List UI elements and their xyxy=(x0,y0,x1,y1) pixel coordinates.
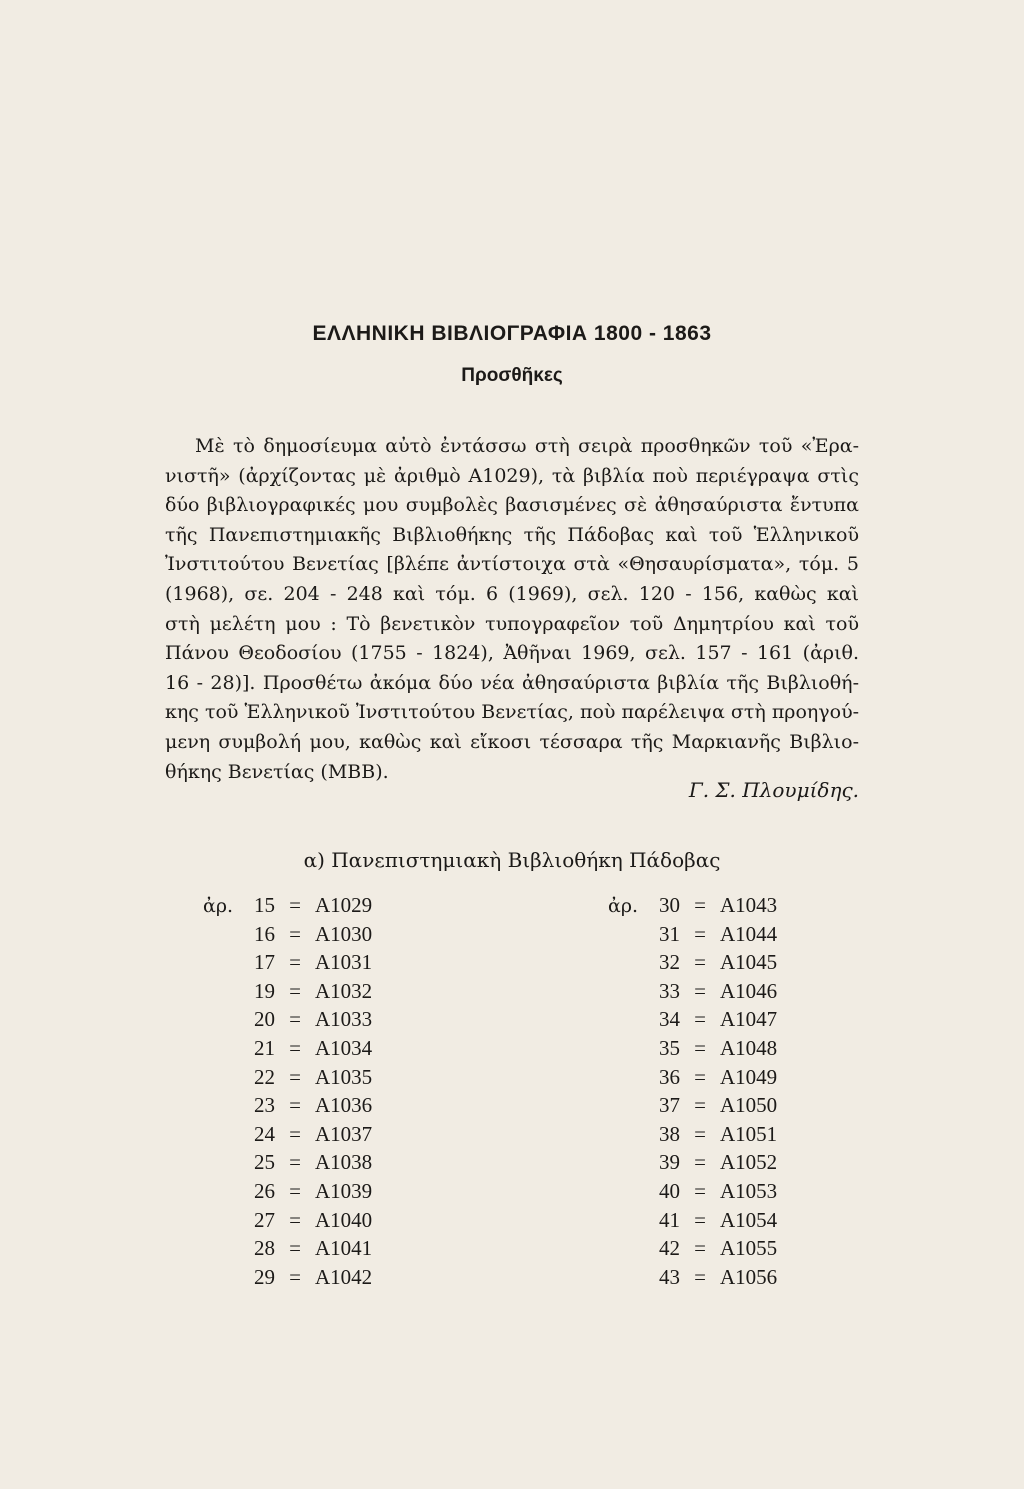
entry-number: 42 xyxy=(659,1236,680,1261)
section-heading: α) Πανεπιστημιακὴ Βιβλιοθήκη Πάδοβας xyxy=(303,848,721,872)
equals-sign: = xyxy=(289,1035,301,1060)
equals-sign: = xyxy=(289,921,301,946)
entry-code: Α1035 xyxy=(315,1064,373,1089)
entry-number: 36 xyxy=(659,1064,680,1089)
entry-code: Α1046 xyxy=(720,978,778,1003)
entry-code: Α1031 xyxy=(315,950,373,975)
equals-sign: = xyxy=(694,1264,706,1289)
intro-paragraph xyxy=(165,432,859,787)
entry-code: Α1042 xyxy=(315,1264,373,1289)
paragraph-line: Πάνου Θεοδοσίου (1755 - 1824), Ἀθῆναι 1969, σελ. 157 - 161 (ἀριθ. xyxy=(165,642,859,665)
entry-code: Α1051 xyxy=(720,1121,778,1146)
entry-number: 20 xyxy=(254,1007,275,1032)
entry-code: Α1039 xyxy=(315,1178,373,1203)
equals-sign: = xyxy=(289,1064,301,1089)
table-row xyxy=(608,1036,777,1065)
entry-number: 24 xyxy=(254,1121,275,1146)
table-row xyxy=(608,1093,777,1122)
table-row xyxy=(608,893,777,922)
entry-number: 15 xyxy=(254,893,275,917)
table-row xyxy=(203,1122,372,1151)
equals-sign: = xyxy=(694,1093,706,1118)
entry-number: 38 xyxy=(659,1121,680,1146)
table-row xyxy=(608,979,777,1008)
table-row xyxy=(203,1036,372,1065)
entry-number: 31 xyxy=(659,921,680,946)
table-row xyxy=(203,922,372,951)
equals-sign: = xyxy=(694,921,706,946)
entry-number: 43 xyxy=(659,1264,680,1289)
equals-sign: = xyxy=(289,1093,301,1118)
equals-sign: = xyxy=(289,1178,301,1203)
equals-sign: = xyxy=(694,893,706,917)
table-row xyxy=(203,1179,372,1208)
equals-sign: = xyxy=(694,1121,706,1146)
equals-sign: = xyxy=(289,978,301,1003)
equals-sign: = xyxy=(694,1035,706,1060)
entry-number: 26 xyxy=(254,1178,275,1203)
entry-code: Α1049 xyxy=(720,1064,778,1089)
paragraph-line: Μὲ τὸ δημοσίευμα αὐτὸ ἐντάσσω στὴ σειρὰ προσθηκῶν τοῦ «Ἐρα- xyxy=(195,435,859,457)
paragraph-line: μενη συμβολή μου, καθὼς καὶ εἴκοσι τέσσαρα τῆς Μαρκιανῆς Βιβλιο- xyxy=(165,730,859,753)
table-row xyxy=(203,1150,372,1179)
entry-prefix: ἀρ. xyxy=(608,895,639,917)
table-row xyxy=(608,1007,777,1036)
entry-number: 19 xyxy=(254,978,275,1003)
concordance-table-left xyxy=(203,893,372,1293)
entry-code: Α1037 xyxy=(315,1121,373,1146)
entry-number: 41 xyxy=(659,1207,680,1232)
entry-code: Α1034 xyxy=(315,1035,373,1060)
table-row xyxy=(608,950,777,979)
equals-sign: = xyxy=(694,950,706,975)
entry-number: 40 xyxy=(659,1178,680,1203)
equals-sign: = xyxy=(694,978,706,1003)
equals-sign: = xyxy=(694,1207,706,1232)
entry-code: Α1055 xyxy=(720,1236,778,1261)
entry-code: Α1045 xyxy=(720,950,778,975)
table-row xyxy=(203,1093,372,1122)
table-row xyxy=(608,1150,777,1179)
entry-number: 25 xyxy=(254,1150,275,1175)
entry-code: Α1040 xyxy=(315,1207,373,1232)
table-row xyxy=(203,1265,372,1294)
author-signature: Γ. Σ. Πλουμίδης. xyxy=(688,778,859,802)
table-row xyxy=(203,1208,372,1237)
equals-sign: = xyxy=(694,1007,706,1032)
entry-number: 39 xyxy=(659,1150,680,1175)
equals-sign: = xyxy=(289,1150,301,1175)
table-row xyxy=(608,1179,777,1208)
entry-code: Α1043 xyxy=(720,893,778,917)
entry-code: Α1038 xyxy=(315,1150,373,1175)
entry-number: 32 xyxy=(659,950,680,975)
entry-code: Α1033 xyxy=(315,1007,373,1032)
table-row xyxy=(203,893,372,922)
paragraph-line: Ἰνστιτούτου Βενετίας [βλέπε ἀντίστοιχα στὰ «Θησαυρίσματα», τόμ. 5 xyxy=(165,553,859,576)
equals-sign: = xyxy=(694,1150,706,1175)
page-subtitle: Προσθῆκες xyxy=(461,365,563,386)
entry-code: Α1048 xyxy=(720,1035,778,1060)
entry-number: 22 xyxy=(254,1064,275,1089)
table-row xyxy=(203,1065,372,1094)
equals-sign: = xyxy=(289,1207,301,1232)
paragraph-line: (1968), σε. 204 - 248 καὶ τόμ. 6 (1969), σελ. 120 - 156, καθὼς καὶ xyxy=(165,582,859,605)
paragraph-line: κης τοῦ Ἑλληνικοῦ Ἰνστιτούτου Βενετίας, ποὺ παρέλειψα στὴ προηγού- xyxy=(165,701,860,724)
entry-code: Α1032 xyxy=(315,978,373,1003)
entry-code: Α1044 xyxy=(720,921,778,946)
entry-number: 34 xyxy=(659,1007,680,1032)
entry-code: Α1029 xyxy=(315,893,373,917)
entry-number: 29 xyxy=(254,1264,275,1289)
table-row xyxy=(608,1122,777,1151)
equals-sign: = xyxy=(289,893,301,917)
entry-prefix: ἀρ. xyxy=(203,895,234,917)
entry-number: 37 xyxy=(659,1093,680,1118)
entry-code: Α1036 xyxy=(315,1093,373,1118)
entry-code: Α1050 xyxy=(720,1093,778,1118)
table-row xyxy=(203,1007,372,1036)
paragraph-line: στὴ μελέτη μου : Τὸ βενετικὸν τυπογραφεῖον τοῦ Δημητρίου καὶ τοῦ xyxy=(165,612,859,635)
paragraph-line: νιστῆ» (ἀρχίζοντας μὲ ἀριθμὸ Α1029), τὰ βιβλία ποὺ περιέγραψα στὶς xyxy=(165,464,859,487)
paragraph-line: 16 - 28)]. Προσθέτω ἀκόμα δύο νέα ἀθησαύριστα βιβλία τῆς Βιβλιοθή- xyxy=(165,671,859,694)
entry-number: 21 xyxy=(254,1035,275,1060)
table-row xyxy=(203,950,372,979)
equals-sign: = xyxy=(694,1064,706,1089)
equals-sign: = xyxy=(289,950,301,975)
equals-sign: = xyxy=(289,1121,301,1146)
paragraph-line: θήκης Βενετίας (ΜΒΒ). xyxy=(165,760,389,783)
table-row xyxy=(203,1236,372,1265)
entry-code: Α1054 xyxy=(720,1207,778,1232)
entry-code: Α1041 xyxy=(315,1236,373,1261)
table-row xyxy=(608,922,777,951)
equals-sign: = xyxy=(289,1264,301,1289)
entry-number: 16 xyxy=(254,921,275,946)
table-row xyxy=(608,1208,777,1237)
table-row xyxy=(203,979,372,1008)
entry-number: 23 xyxy=(254,1093,275,1118)
entry-number: 33 xyxy=(659,978,680,1003)
table-row xyxy=(608,1236,777,1265)
paragraph-line: δύο βιβλιογραφικές μου συμβολὲς βασισμένες σὲ ἀθησαύριστα ἔντυπα xyxy=(165,494,859,517)
page-title: ΕΛΛΗΝΙΚΗ ΒΙΒΛΙΟΓΡΑΦΙΑ 1800 - 1863 xyxy=(312,322,712,345)
table-row xyxy=(608,1065,777,1094)
concordance-table-right xyxy=(608,893,777,1293)
table-row xyxy=(608,1265,777,1294)
entry-number: 35 xyxy=(659,1035,680,1060)
equals-sign: = xyxy=(289,1236,301,1261)
equals-sign: = xyxy=(694,1178,706,1203)
entry-number: 30 xyxy=(659,893,680,917)
entry-code: Α1056 xyxy=(720,1264,778,1289)
entry-code: Α1052 xyxy=(720,1150,778,1175)
entry-number: 27 xyxy=(254,1207,275,1232)
entry-number: 17 xyxy=(254,950,275,975)
entry-code: Α1047 xyxy=(720,1007,778,1032)
equals-sign: = xyxy=(289,1007,301,1032)
entry-number: 28 xyxy=(254,1236,275,1261)
paragraph-line: τῆς Πανεπιστημιακῆς Βιβλιοθήκης τῆς Πάδοβας καὶ τοῦ Ἑλληνικοῦ xyxy=(165,523,859,546)
equals-sign: = xyxy=(694,1236,706,1261)
entry-code: Α1030 xyxy=(315,921,373,946)
entry-code: Α1053 xyxy=(720,1178,778,1203)
